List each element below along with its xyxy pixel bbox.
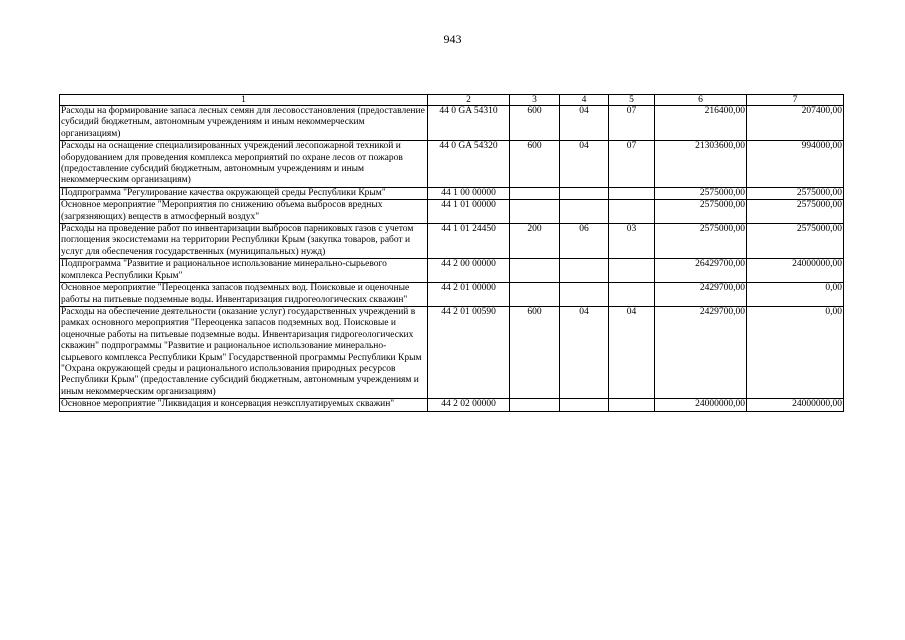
row-section	[560, 399, 609, 411]
budget-table	[59, 94, 844, 412]
row-expense-type	[510, 187, 560, 199]
row-target-code: 44 1 01 00000	[428, 200, 510, 224]
row-subsection	[609, 399, 655, 411]
row-description: Основное мероприятие "Ликвидация и консервация неэксплуатируемых скважин"	[60, 399, 428, 411]
row-expense-type: 600	[510, 106, 560, 141]
row-target-code: 44 2 00 00000	[428, 259, 510, 283]
page-number: 943	[443, 32, 462, 46]
row-amount-year2: 994000,00	[747, 141, 844, 188]
row-expense-type	[510, 259, 560, 283]
row-amount-year1: 2429700,00	[655, 306, 747, 398]
row-amount-year2: 24000000,00	[747, 399, 844, 411]
row-subsection	[609, 200, 655, 224]
table-row	[60, 399, 844, 411]
column-header: 4	[560, 95, 609, 106]
row-amount-year2: 2575000,00	[747, 224, 844, 259]
row-amount-year2: 2575000,00	[747, 187, 844, 199]
row-expense-type	[510, 200, 560, 224]
table-row	[60, 141, 844, 188]
row-description: Подпрограмма "Регулирование качества окружающей среды Республики Крым"	[60, 187, 428, 199]
row-target-code: 44 1 00 00000	[428, 187, 510, 199]
row-description: Подпрограмма "Развитие и рациональное использование минерально-сырьевого комплекса Республики Крым"	[60, 259, 428, 283]
row-amount-year1: 21303600,00	[655, 141, 747, 188]
row-target-code: 44 2 01 00000	[428, 283, 510, 307]
row-description: Основное мероприятие "Переоценка запасов подземных вод. Поисковые и оценочные работы на питьевые подземные воды. Инвентаризация гидрогеологических скважин"	[60, 283, 428, 307]
row-amount-year1: 2575000,00	[655, 200, 747, 224]
row-section	[560, 187, 609, 199]
row-target-code: 44 1 01 24450	[428, 224, 510, 259]
column-header: 7	[747, 95, 844, 106]
row-section	[560, 283, 609, 307]
row-subsection: 04	[609, 306, 655, 398]
row-subsection: 07	[609, 106, 655, 141]
table-row	[60, 106, 844, 141]
row-expense-type	[510, 283, 560, 307]
row-subsection: 03	[609, 224, 655, 259]
column-header: 6	[655, 95, 747, 106]
row-expense-type: 200	[510, 224, 560, 259]
row-section: 06	[560, 224, 609, 259]
column-header: 1	[60, 95, 428, 106]
column-header: 2	[428, 95, 510, 106]
header-row	[60, 95, 844, 106]
row-amount-year1: 2575000,00	[655, 187, 747, 199]
row-description: Расходы на обеспечение деятельности (оказание услуг) государственных учреждений в рамках основного мероприятия "Переоценка запасов подземных вод. Поисковые и оценочные работы на питьевые подземные воды. Инвентаризация гидрогеологических скважин" подпрограммы "Развитие и рациональное использование минерально-сырьевого комплекса Республики Крым" Государственной программы Республики Крым "Охрана окружающей среды и рационального использования природных ресурсов Республики Крым" (предоставление субсидий бюджетным, автономным учреждениям и иным некоммерческим организациям)	[60, 306, 428, 398]
row-section: 04	[560, 106, 609, 141]
table-row	[60, 306, 844, 398]
row-subsection	[609, 259, 655, 283]
column-header: 3	[510, 95, 560, 106]
row-target-code: 44 2 02 00000	[428, 399, 510, 411]
table-row	[60, 187, 844, 199]
row-amount-year1: 26429700,00	[655, 259, 747, 283]
row-subsection: 07	[609, 141, 655, 188]
row-section: 04	[560, 141, 609, 188]
row-amount-year2: 207400,00	[747, 106, 844, 141]
row-section	[560, 259, 609, 283]
row-expense-type: 600	[510, 306, 560, 398]
row-amount-year1: 2429700,00	[655, 283, 747, 307]
table-row	[60, 283, 844, 307]
row-amount-year1: 2575000,00	[655, 224, 747, 259]
row-amount-year2: 2575000,00	[747, 200, 844, 224]
row-subsection	[609, 187, 655, 199]
table-row	[60, 224, 844, 259]
row-section: 04	[560, 306, 609, 398]
row-expense-type: 600	[510, 141, 560, 188]
row-subsection	[609, 283, 655, 307]
row-amount-year1: 24000000,00	[655, 399, 747, 411]
table-row	[60, 200, 844, 224]
row-target-code: 44 0 GA 54320	[428, 141, 510, 188]
row-description: Основное мероприятие "Мероприятия по снижению объема выбросов вредных (загрязняющих) веществ в атмосферный воздух"	[60, 200, 428, 224]
row-expense-type	[510, 399, 560, 411]
row-amount-year2: 0,00	[747, 283, 844, 307]
row-description: Расходы на формирование запаса лесных семян для лесовосстановления (предоставление субсидий бюджетным, автономным учреждениям и иным некоммерческим организациям)	[60, 106, 428, 141]
row-section	[560, 200, 609, 224]
row-description: Расходы на оснащение специализированных учреждений лесопожарной техникой и оборудованием для проведения комплекса мероприятий по охране лесов от пожаров (предоставление субсидий бюджетным, автономным учреждениям и иным некоммерческим организациям)	[60, 141, 428, 188]
row-target-code: 44 2 01 00590	[428, 306, 510, 398]
row-amount-year2: 24000000,00	[747, 259, 844, 283]
row-target-code: 44 0 GA 54310	[428, 106, 510, 141]
column-header: 5	[609, 95, 655, 106]
row-amount-year1: 216400,00	[655, 106, 747, 141]
row-amount-year2: 0,00	[747, 306, 844, 398]
table-row	[60, 259, 844, 283]
row-description: Расходы на проведение работ по инвентаризации выбросов парниковых газов с учетом поглощения экосистемами на территории Республики Крым (закупка товаров, работ и услуг для обеспечения государственных (муниципальных) нужд)	[60, 224, 428, 259]
